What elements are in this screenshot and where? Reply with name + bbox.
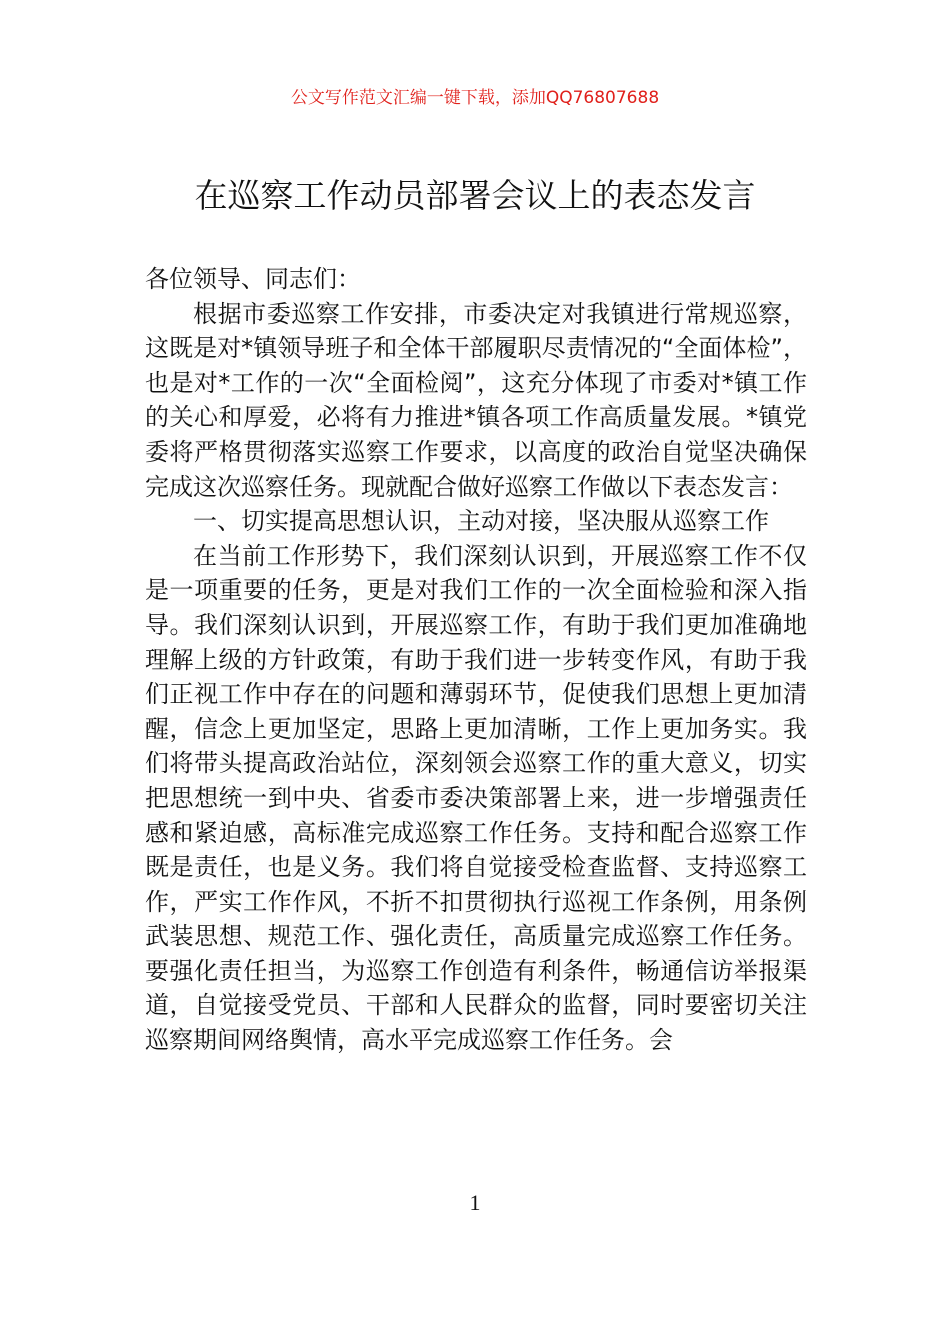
section-heading-1: 一、切实提高思想认识，主动对接，坚决服从巡察工作 (193, 507, 769, 536)
download-watermark: 公文写作范文汇编一键下载，添加QQ76807688 (290, 88, 660, 108)
section-1-paragraph: 在当前工作形势下，我们深刻认识到，开展巡察工作不仅是一项重要的任务，更是对我们工作的一次全面检验和深入指导。我们深刻认识到，开展巡察工作，有助于我们更加准确地理解上级的方针政策，有助于我们进一步转变作风，有助于我们正视工作中存在的问题和薄弱环节，促使我们思想上更加清醒，信念上更加坚定，思路上更加清晰，工作上更加务实。我们将带头提高政治站位，深刻领会巡察工作的重大意义，切实把思想统一到中央、省委市委决策部署上来，进一步增强责任感和紧迫感，高标准完成巡察工作任务。支持和配合巡察工作既是责任，也是义务。我们将自觉接受检查监督、支持巡察工作，严实工作作风，不折不扣贯彻执行巡视工作条例，用条例武装思想、规范工作、强化责任，高质量完成巡察工作任务。要强化责任担当，为巡察工作创造有利条件，畅通信访举报渠道，自觉接受党员、干部和人民群众的监督，同时要密切关注巡察期间网络舆情，高水平完成巡察工作任务。会 (145, 541, 807, 1055)
salutation: 各位领导、同志们： (145, 265, 361, 293)
document-body (145, 262, 807, 1058)
document-title: 在巡察工作动员部署会议上的表态发言 (194, 176, 756, 215)
page-number: 1 (469, 1190, 481, 1215)
intro-paragraph: 根据市委巡察工作安排，市委决定对我镇进行常规巡察，这既是对*镇领导班子和全体干部履职尽责情况的“全面体检”，也是对*工作的一次“全面检阅”，这充分体现了市委对*镇工作的关心和厚爱，必将有力推进*镇各项工作高质量发展。*镇党委将严格贯彻落实巡察工作要求，以高度的政治自觉坚决确保完成这次巡察任务。现就配合做好巡察工作做以下表态发言： (145, 299, 807, 501)
